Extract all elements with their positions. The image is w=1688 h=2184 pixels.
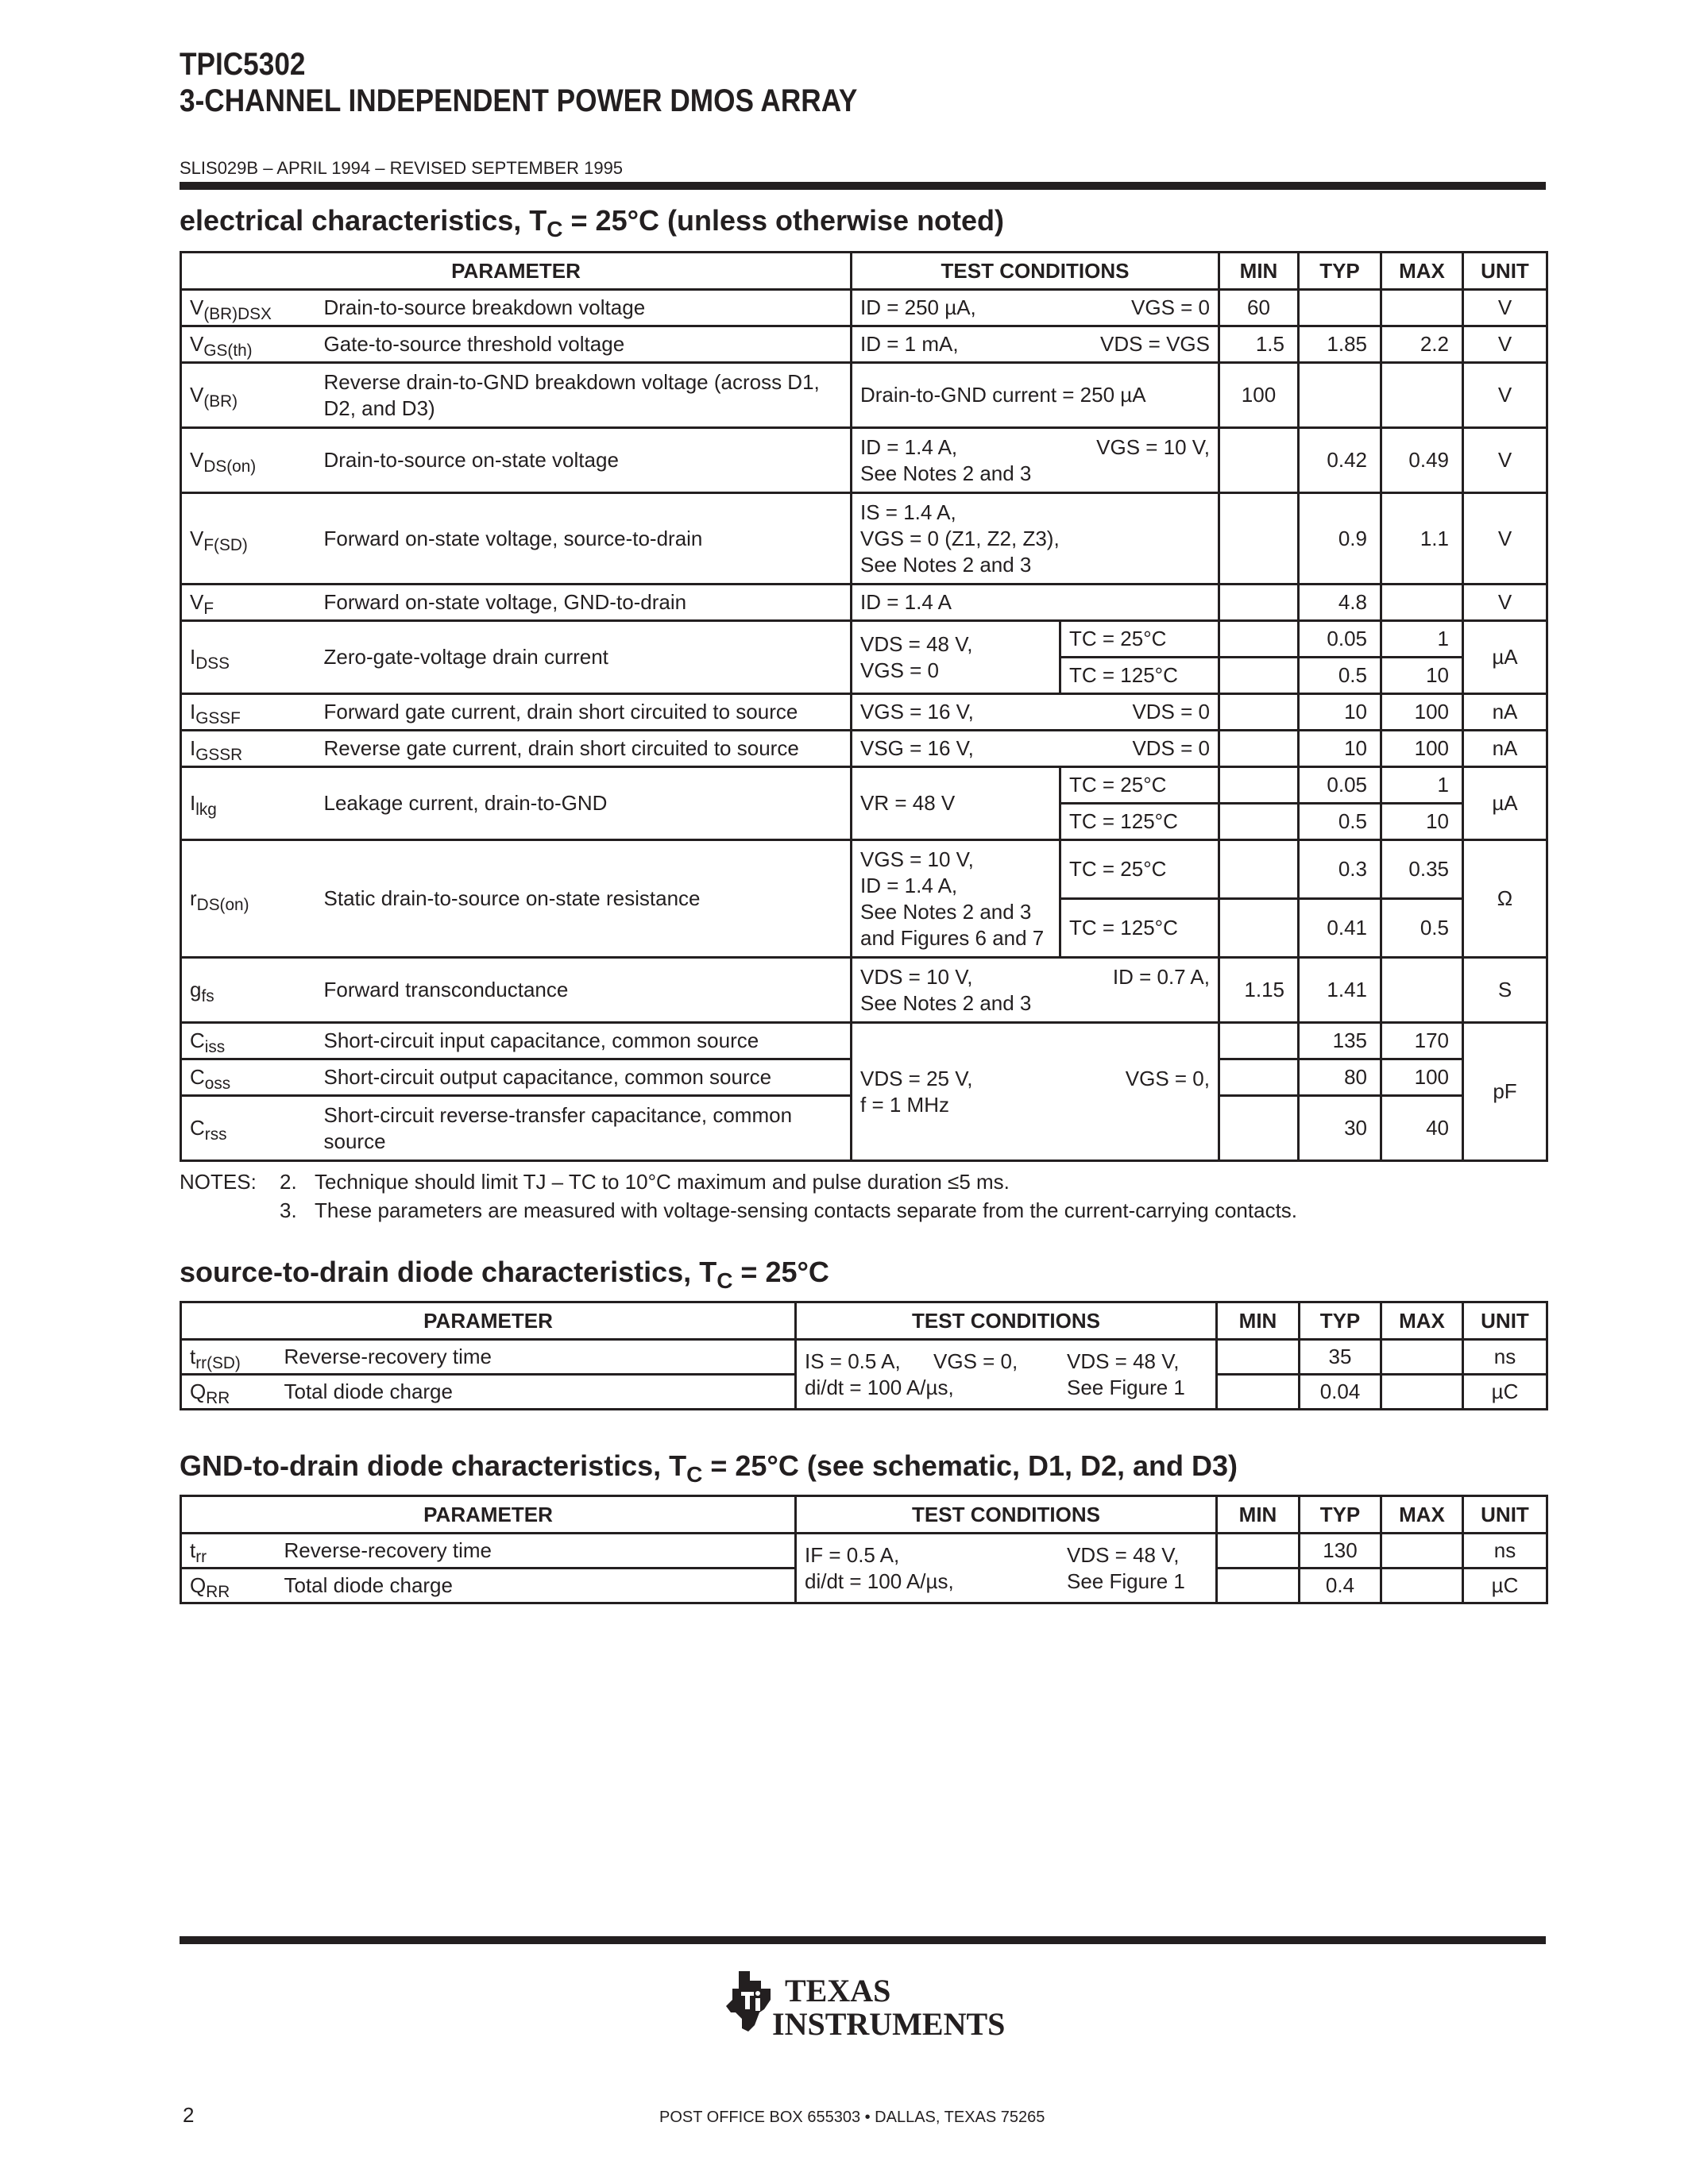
max-value: 1 [1381, 767, 1463, 804]
typ-value: 1.41 [1299, 958, 1381, 1023]
document-title: 3-CHANNEL INDEPENDENT POWER DMOS ARRAY [180, 83, 858, 118]
min-value: 1.15 [1219, 958, 1299, 1023]
col-header-min: MIN [1217, 1302, 1300, 1340]
table-row [181, 958, 1547, 1023]
svg-text:TEXAS: TEXAS [785, 1973, 891, 2008]
param-symbol: $I_{GSSF}$ [181, 694, 316, 731]
col-header-unit: UNIT [1463, 1302, 1547, 1340]
col-header-max: MAX [1381, 1302, 1463, 1340]
min-value [1219, 428, 1299, 493]
col-header-typ: TYP [1300, 1496, 1381, 1534]
param-description: Short-circuit reverse-transfer capacitance, common source [316, 1096, 852, 1161]
param-symbol: $V_{(BR)DSX}$ [181, 290, 316, 326]
test-condition-temp: TC = 25°C [1060, 767, 1219, 804]
note-text: These parameters are measured with voltage-sensing contacts separate from the current-carrying contacts. [315, 1198, 1298, 1222]
max-value: 100 [1381, 694, 1463, 731]
min-value [1217, 1375, 1300, 1410]
typ-value: 80 [1299, 1059, 1381, 1096]
param-symbol: $I_{lkg}$ [181, 767, 316, 840]
unit-value: V [1463, 585, 1547, 621]
table-row [181, 585, 1547, 621]
source-drain-table [180, 1301, 1548, 1410]
param-description: Forward transconductance [316, 958, 852, 1023]
param-description: Short-circuit input capacitance, common source [316, 1023, 852, 1059]
test-conditions: VDS = 48 V, VGS = 0 [852, 621, 1060, 694]
test-conditions: VDS = 25 V, VGS = 0, f = 1 MHz [852, 1023, 1219, 1161]
unit-value: V [1463, 326, 1547, 363]
test-condition-temp: TC = 25°C [1060, 621, 1219, 658]
unit-value: pF [1463, 1023, 1547, 1161]
max-value: 100 [1381, 1059, 1463, 1096]
page-number: 2 [183, 2103, 195, 2127]
col-header-typ: TYP [1300, 1302, 1381, 1340]
unit-value: nA [1463, 731, 1547, 767]
revision-line: SLIS029B – APRIL 1994 – REVISED SEPTEMBER 1995 [180, 158, 624, 178]
param-symbol: $V_F$ [181, 585, 316, 621]
col-header-parameter: PARAMETER [181, 253, 852, 290]
typ-value: 0.5 [1299, 804, 1381, 840]
param-symbol: $I_{DSS}$ [181, 621, 316, 694]
table-row [181, 326, 1547, 363]
col-header-test-conditions: TEST CONDITIONS [852, 253, 1219, 290]
typ-value: 30 [1299, 1096, 1381, 1161]
test-conditions: IS = 1.4 A, VGS = 0 (Z1, Z2, Z3), See Notes 2 and 3 [852, 493, 1219, 585]
note-number: 3. [280, 1198, 297, 1222]
unit-value: ns [1463, 1534, 1547, 1569]
test-condition-temp: TC = 125°C [1060, 658, 1219, 694]
typ-value: 0.05 [1299, 621, 1381, 658]
min-value [1219, 621, 1299, 658]
gnd-drain-heading: GND-to-drain diode characteristics, $T_C = 25^\circ C$ (see schematic, D1, D2, and D3) [180, 1449, 1238, 1487]
table-header-row [181, 1302, 1547, 1340]
min-value [1219, 1096, 1299, 1161]
notes [180, 1167, 1297, 1225]
test-conditions: VGS = 16 V, VDS = 0 [852, 694, 1219, 731]
param-description: Gate-to-source threshold voltage [316, 326, 852, 363]
typ-value: 10 [1299, 731, 1381, 767]
test-conditions: ID = 1.4 A, VGS = 10 V, See Notes 2 and 3 [852, 428, 1219, 493]
table-row [181, 1534, 1547, 1569]
min-value: 1.5 [1219, 326, 1299, 363]
param-symbol: $r_{DS(on)}$ [181, 840, 316, 958]
unit-value: µA [1463, 767, 1547, 840]
param-symbol: $C_{oss}$ [181, 1059, 316, 1096]
unit-value: µC [1463, 1375, 1547, 1410]
test-conditions: VGS = 10 V, ID = 1.4 A, See Notes 2 and 3 and Figures 6 and 7 [852, 840, 1060, 958]
electrical-heading: electrical characteristics, $T_C = 25^\circ C$ (unless otherwise noted) [180, 204, 1005, 241]
table-row [181, 731, 1547, 767]
min-value [1219, 1059, 1299, 1096]
param-symbol: $t_{rr(SD)}$ [181, 1340, 276, 1375]
col-header-unit: UNIT [1463, 1496, 1547, 1534]
min-value [1219, 731, 1299, 767]
test-conditions: IS = 0.5 A, VGS = 0, VDS = 48 V, di/dt = 100 A/µs, See Figure 1 [796, 1340, 1217, 1410]
test-conditions: ID = 1.4 A [852, 585, 1219, 621]
test-conditions: Drain-to-GND current = 250 µA [852, 363, 1219, 428]
max-value: 2.2 [1381, 326, 1463, 363]
footer-address: POST OFFICE BOX 655303 • DALLAS, TEXAS 75265 [659, 2109, 1045, 2126]
table-row [181, 621, 1547, 658]
col-header-test-conditions: TEST CONDITIONS [796, 1496, 1217, 1534]
param-description: Reverse-recovery time [276, 1340, 796, 1375]
typ-value: 35 [1300, 1340, 1381, 1375]
min-value [1219, 694, 1299, 731]
param-description: Reverse gate current, drain short circuited to source [316, 731, 852, 767]
param-description: Forward gate current, drain short circuited to source [316, 694, 852, 731]
typ-value: 0.04 [1300, 1375, 1381, 1410]
max-value: 0.49 [1381, 428, 1463, 493]
min-value [1219, 804, 1299, 840]
note-item [180, 1196, 1297, 1225]
ti-logo-icon [715, 1965, 1009, 2044]
max-value [1381, 363, 1463, 428]
min-value [1219, 767, 1299, 804]
param-symbol: $V_{F(SD)}$ [181, 493, 316, 585]
min-value [1219, 1023, 1299, 1059]
table-row [181, 840, 1547, 899]
texas-instruments-logo [715, 1965, 1009, 2044]
col-header-max: MAX [1381, 1496, 1463, 1534]
test-conditions: ID = 250 µA, VGS = 0 [852, 290, 1219, 326]
typ-value: 0.5 [1299, 658, 1381, 694]
unit-value: S [1463, 958, 1547, 1023]
min-value: 60 [1219, 290, 1299, 326]
typ-value: 10 [1299, 694, 1381, 731]
min-value [1219, 899, 1299, 958]
min-value [1219, 585, 1299, 621]
unit-value: Ω [1463, 840, 1547, 958]
unit-value: ns [1463, 1340, 1547, 1375]
max-value [1381, 1534, 1463, 1569]
max-value: 100 [1381, 731, 1463, 767]
max-value: 40 [1381, 1096, 1463, 1161]
test-condition-temp: TC = 25°C [1060, 840, 1219, 899]
col-header-typ: TYP [1299, 253, 1381, 290]
table-row [181, 1023, 1547, 1059]
param-symbol: $Q_{RR}$ [181, 1375, 276, 1410]
unit-value: µA [1463, 621, 1547, 694]
typ-value [1299, 290, 1381, 326]
param-description: Leakage current, drain-to-GND [316, 767, 852, 840]
min-value [1219, 493, 1299, 585]
unit-value: V [1463, 363, 1547, 428]
document-part-number: TPIC5302 [180, 47, 306, 82]
typ-value: 1.85 [1299, 326, 1381, 363]
typ-value: 0.4 [1300, 1569, 1381, 1603]
param-symbol: $V_{DS(on)}$ [181, 428, 316, 493]
col-header-parameter: PARAMETER [181, 1302, 796, 1340]
max-value: 1 [1381, 621, 1463, 658]
typ-value: 0.41 [1299, 899, 1381, 958]
typ-value: 0.42 [1299, 428, 1381, 493]
typ-value: 0.9 [1299, 493, 1381, 585]
footer-rule [180, 1936, 1546, 1944]
table-header-row [181, 253, 1547, 290]
max-value [1381, 1340, 1463, 1375]
col-header-max: MAX [1381, 253, 1463, 290]
max-value: 170 [1381, 1023, 1463, 1059]
max-value: 10 [1381, 658, 1463, 694]
test-conditions: ID = 1 mA, VDS = VGS [852, 326, 1219, 363]
table-row [181, 428, 1547, 493]
unit-value: V [1463, 428, 1547, 493]
test-conditions: VSG = 16 V, VDS = 0 [852, 731, 1219, 767]
test-conditions: VDS = 10 V, ID = 0.7 A, See Notes 2 and 3 [852, 958, 1219, 1023]
test-condition-temp: TC = 125°C [1060, 899, 1219, 958]
col-header-min: MIN [1217, 1496, 1300, 1534]
max-value [1381, 1569, 1463, 1603]
param-symbol: $I_{GSSR}$ [181, 731, 316, 767]
unit-value: nA [1463, 694, 1547, 731]
param-description: Forward on-state voltage, GND-to-drain [316, 585, 852, 621]
param-symbol: $t_{rr}$ [181, 1534, 276, 1569]
param-symbol: $C_{rss}$ [181, 1096, 316, 1161]
table-row [181, 290, 1547, 326]
table-row [181, 363, 1547, 428]
typ-value: 0.3 [1299, 840, 1381, 899]
unit-value: V [1463, 290, 1547, 326]
table-row [181, 493, 1547, 585]
test-conditions: VR = 48 V [852, 767, 1060, 840]
param-description: Drain-to-source breakdown voltage [316, 290, 852, 326]
typ-value: 0.05 [1299, 767, 1381, 804]
min-value [1217, 1534, 1300, 1569]
min-value [1219, 658, 1299, 694]
min-value: 100 [1219, 363, 1299, 428]
max-value [1381, 1375, 1463, 1410]
table-row [181, 767, 1547, 804]
table-row [181, 1340, 1547, 1375]
min-value [1217, 1340, 1300, 1375]
param-description: Reverse-recovery time [276, 1534, 796, 1569]
max-value [1381, 290, 1463, 326]
param-symbol: $g_{fs}$ [181, 958, 316, 1023]
param-description: Short-circuit output capacitance, common source [316, 1059, 852, 1096]
min-value [1217, 1569, 1300, 1603]
electrical-characteristics-table [180, 251, 1548, 1162]
test-condition-temp: TC = 125°C [1060, 804, 1219, 840]
typ-value: 135 [1299, 1023, 1381, 1059]
param-description: Total diode charge [276, 1569, 796, 1603]
table-header-row [181, 1496, 1547, 1534]
max-value: 0.35 [1381, 840, 1463, 899]
typ-value: 130 [1300, 1534, 1381, 1569]
col-header-test-conditions: TEST CONDITIONS [796, 1302, 1217, 1340]
header-rule [180, 182, 1546, 190]
param-symbol: $Q_{RR}$ [181, 1569, 276, 1603]
unit-value: V [1463, 493, 1547, 585]
typ-value [1299, 363, 1381, 428]
unit-value: µC [1463, 1569, 1547, 1603]
param-description: Static drain-to-source on-state resistance [316, 840, 852, 958]
max-value: 10 [1381, 804, 1463, 840]
param-description: Zero-gate-voltage drain current [316, 621, 852, 694]
param-description: Reverse drain-to-GND breakdown voltage (across D1, D2, and D3) [316, 363, 852, 428]
param-description: Drain-to-source on-state voltage [316, 428, 852, 493]
param-symbol: $V_{(BR)}$ [181, 363, 316, 428]
min-value [1219, 840, 1299, 899]
param-symbol: $V_{GS(th)}$ [181, 326, 316, 363]
source-drain-heading: source-to-drain diode characteristics, $T_C = 25^\circ C$ [180, 1256, 829, 1293]
col-header-min: MIN [1219, 253, 1299, 290]
col-header-unit: UNIT [1463, 253, 1547, 290]
max-value: 0.5 [1381, 899, 1463, 958]
typ-value: 4.8 [1299, 585, 1381, 621]
param-symbol: $C_{iss}$ [181, 1023, 316, 1059]
note-item [180, 1167, 1297, 1196]
col-header-parameter: PARAMETER [181, 1496, 796, 1534]
gnd-drain-table [180, 1495, 1548, 1604]
max-value [1381, 585, 1463, 621]
notes-label: NOTES: [180, 1170, 257, 1194]
param-description: Forward on-state voltage, source-to-drain [316, 493, 852, 585]
note-number: 2. [280, 1170, 297, 1194]
param-description: Total diode charge [276, 1375, 796, 1410]
max-value [1381, 958, 1463, 1023]
table-row [181, 694, 1547, 731]
svg-text:INSTRUMENTS: INSTRUMENTS [772, 2006, 1006, 2042]
note-text: Technique should limit TJ – TC to 10°C maximum and pulse duration ≤5 ms. [315, 1170, 1010, 1194]
test-conditions: IF = 0.5 A, VDS = 48 V, di/dt = 100 A/µs, See Figure 1 [796, 1534, 1217, 1603]
max-value: 1.1 [1381, 493, 1463, 585]
